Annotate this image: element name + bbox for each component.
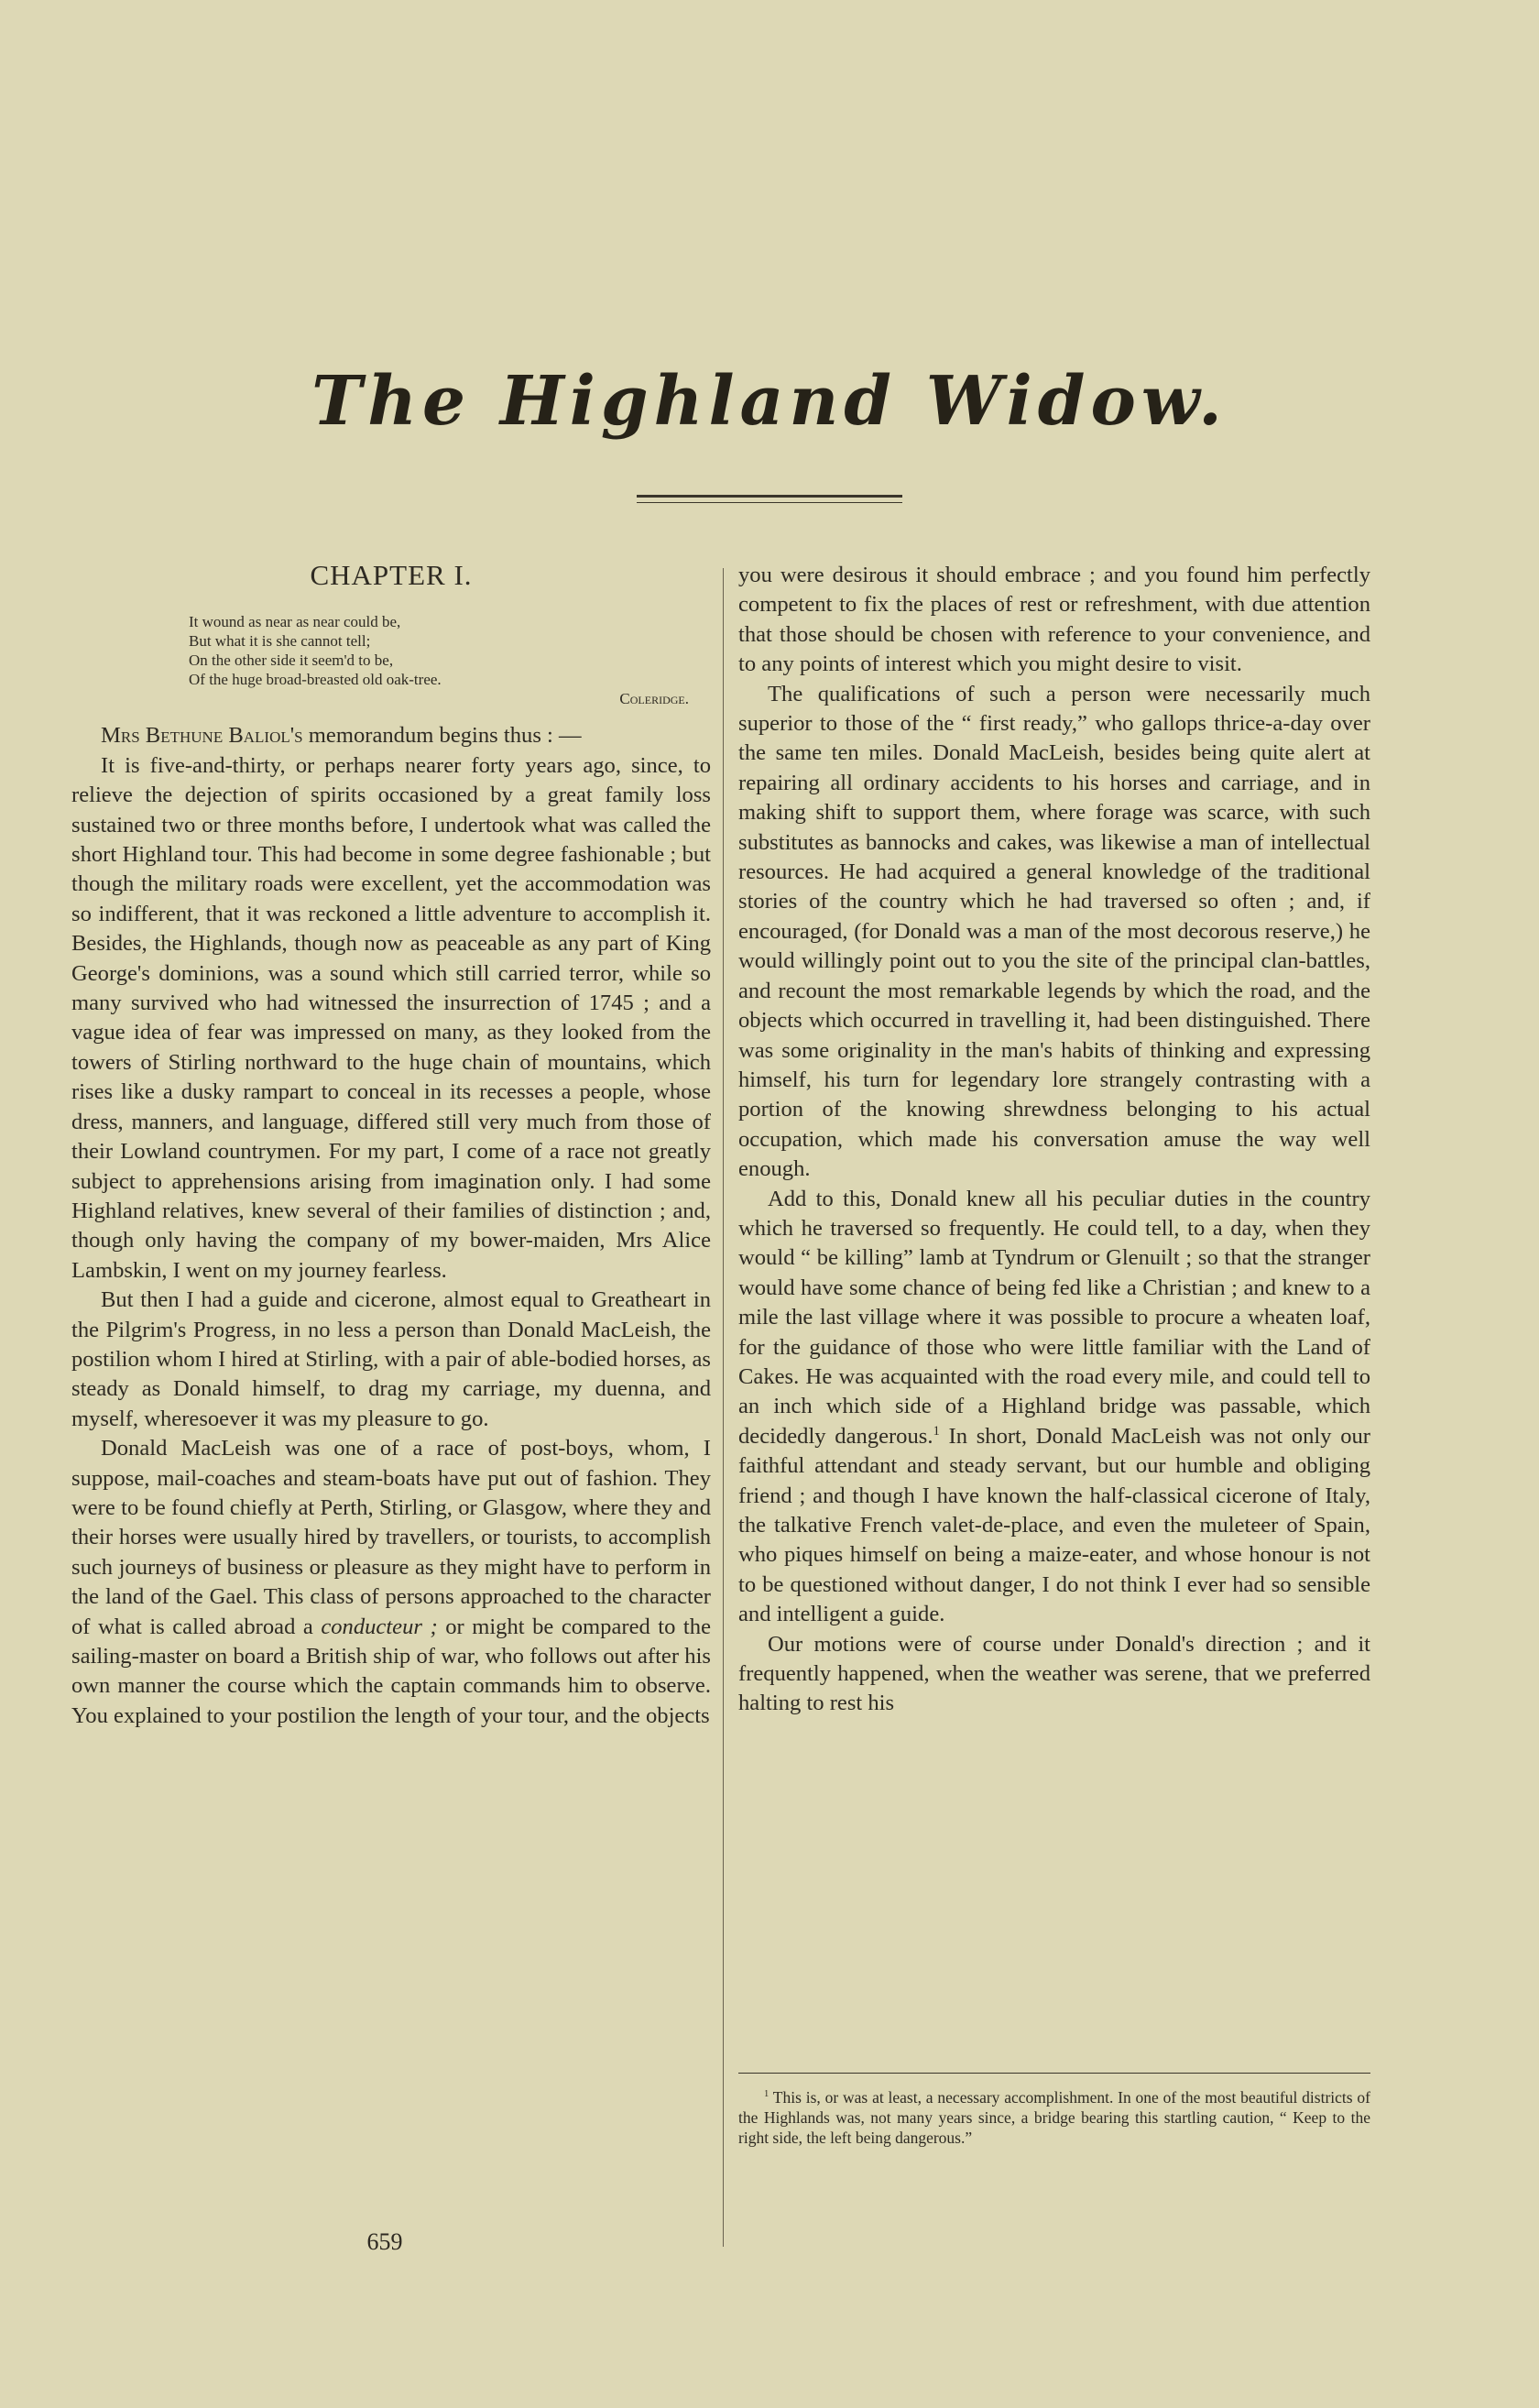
right-column — [738, 561, 1370, 1719]
epigraph — [189, 612, 711, 708]
paragraph-text: or might be compared to the sailing-master on board a British ship of war, who follows out after his own manner the course which the captain commands him to observe. You explained to your postilion the length of your tour, and the objects — [71, 1614, 711, 1728]
epigraph-attribution: Coleridge. — [619, 690, 689, 708]
paragraph-text: Donald MacLeish was one of a race of post-boys, whom, I suppose, mail-coaches and steam-boats have put out of fashion. They were to be found chiefly at Perth, Stirling, or Glasgow, where they and their horses were usually hired by travellers, or tourists, to accomplish such journeys of business or pleasure as they might have to perform in the land of the Gael. This class of persons approached to the character of what is called abroad a — [71, 1436, 711, 1639]
paragraph: The qualifications of such a person were necessarily much superior to those of the “ first ready,” who gallops thrice-a-day over the same ten miles. Donald MacLeish, besides being quite alert at repairing all ordinary accidents to his horses and carriage, and in making shift to support them, where forage was scarce, with such substitutes as bannocks and cakes, was likewise a man of intellectual resources. He had acquired a general knowledge of the traditional stories of the country which he had traversed so often ; and, if encouraged, (for Donald was a man of the most decorous reserve,) he would willingly point out to you the site of the principal clan-battles, and recount the most remarkable legends by which the road, and the objects which occurred in travelling it, had been distinguished. There was some originality in the man's habits of thinking and expressing himself, his turn for legendary lore strangely contrasting with a portion of the knowing shrewdness belonging to his actual occupation, which made his conversation amuse the way well enough. — [738, 681, 1370, 1182]
paragraph-text: Add to this, Donald knew all his peculiar duties in the country which he traversed so frequently. He could tell, to a day, when they would “ be killing” lamb at Tyndrum or Glenuilt ; so that the stranger would have some chance of being fed like a Christian ; and knew to a mile the last village where it was possible to procure a wheaten loaf, for the guidance of those who were little familiar with the Land of Cakes. He was acquainted with the road every mile, and could tell to an inch which side of a Highland bridge was passable, which decidedly dangerous. — [738, 1186, 1370, 1449]
footnote-marker: 1 — [764, 2089, 770, 2100]
epigraph-line: On the other side it seem'd to be, — [189, 651, 394, 670]
footnote-text: This is, or was at least, a necessary accomplishment. In one of the most beautiful districts of the Highlands was, not many years since, a bridge bearing this startling caution, “ Keep to the right side, the left being dangerous.” — [738, 2088, 1371, 2147]
title-rule-thin — [637, 502, 902, 503]
paragraph — [738, 1185, 1370, 1630]
footnote-reference[interactable]: 1 — [933, 1423, 940, 1439]
paragraph — [71, 1434, 711, 1731]
italic-term: conducteur ; — [321, 1614, 438, 1639]
epigraph-line: Of the huge broad-breasted old oak-tree. — [189, 671, 442, 689]
paragraph: But then I had a guide and cicerone, almost equal to Greatheart in the Pilgrim's Progress, in no less a person than Donald MacLeish, the postilion whom I hired at Stirling, with a pair of able-bodied horses, as steady as Donald himself, to drag my carriage, my duenna, and myself, wheresoever it was my pleasure to go. — [71, 1287, 711, 1431]
footnote-separator — [738, 2073, 1370, 2074]
epigraph-line: But what it is she cannot tell; — [189, 632, 371, 651]
paragraph: It is five-and-thirty, or perhaps nearer forty years ago, since, to relieve the dejection of spirits occasioned by a great family loss sustained two or three months before, I undertook what was called the short Highland tour. This had become in some degree fashionable ; but though the military roads were excellent, yet the accommodation was so indifferent, that it was reckoned a little adventure to accomplish it. Besides, the Highlands, though now as peaceable as any part of King George's dominions, was a sound which still carried terror, while so many survived who had witnessed the insurrection of 1745 ; and a vague idea of fear was impressed on many, as they looked from the towers of Stirling northward to the huge chain of mountains, which rises like a dusky rampart to conceal in its recesses a people, whose dress, manners, and language, differed still very much from those of their Lowland countrymen. For my part, I come of a race not greatly subject to apprehensions arising from imagination only. I had some Highland relatives, knew several of their families of distinction ; and, though only having the company of my bower-maiden, Mrs Alice Lambskin, I went on my journey fearless. — [71, 752, 711, 1283]
intro-text: memorandum begins thus : — — [308, 723, 582, 749]
footnote — [738, 2087, 1370, 2148]
paragraph: Our motions were of course under Donald's direction ; and it frequently happened, when the weather was serene, that we preferred halting to rest his — [738, 1631, 1370, 1716]
page-number: 659 — [366, 2228, 403, 2255]
footnote-text-block — [738, 2087, 1370, 2148]
left-column — [71, 561, 711, 1731]
intro-name: Mrs Bethune Baliol's — [101, 723, 303, 749]
column-divider — [723, 568, 724, 2247]
paragraph: you were desirous it should embrace ; and you found him perfectly competent to fix the places of rest or refreshment, with due attention that those should be chosen with reference to your convenience, and to any points of interest which you might desire to visit. — [738, 563, 1370, 677]
paragraph-text: In short, Donald MacLeish was not only our faithful attendant and steady servant, but our humble and obliging friend ; and though I have known the half-classical cicerone of Italy, the talkative French valet-de-place, and even the muleteer of Spain, who piques himself on being a maize-eater, and whose honour is not to be questioned without danger, I do not think I ever had so sensible and intelligent a guide. — [738, 1423, 1370, 1627]
paragraph-intro — [71, 721, 711, 750]
epigraph-line: It wound as near as near could be, — [189, 613, 401, 631]
chapter-heading: CHAPTER I. — [310, 559, 473, 591]
story-title: The Highland Widow. — [311, 362, 1228, 441]
title-rule-thick — [637, 495, 902, 498]
